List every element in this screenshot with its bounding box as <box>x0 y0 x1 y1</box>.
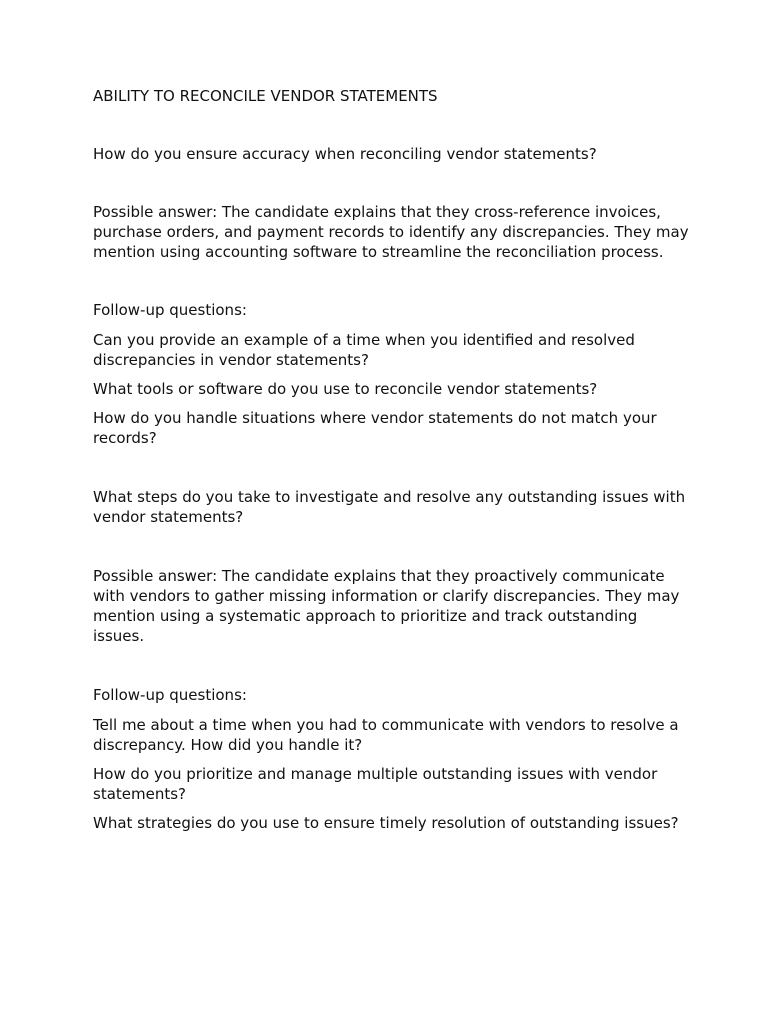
question-2: What steps do you take to investigate and resolve any outstanding issues with vendor statements? <box>93 488 686 526</box>
followup-question: How do you prioritize and manage multiple outstanding issues with vendor statements? <box>93 765 658 803</box>
followup-question: How do you handle situations where vendor statements do not match your records? <box>93 409 657 447</box>
followup-question: Tell me about a time when you had to communicate with vendors to resolve a discrepancy. How did you handle it? <box>93 716 679 754</box>
question-1: How do you ensure accuracy when reconciling vendor statements? <box>93 145 597 163</box>
followup-list-1 <box>93 330 693 448</box>
document-body <box>93 86 693 833</box>
followup-label-2: Follow-up questions: <box>93 686 247 704</box>
followup-question: Can you provide an example of a time when you identified and resolved discrepancies in vendor statements? <box>93 331 635 369</box>
possible-answer-1: Possible answer: The candidate explains that they cross-reference invoices, purchase orders, and payment records to identify any discrepancies. They may mention using accounting software to streamline the reconciliation process. <box>93 203 689 261</box>
document-title: ABILITY TO RECONCILE VENDOR STATEMENTS <box>93 87 438 105</box>
possible-answer-2: Possible answer: The candidate explains that they proactively communicate with vendors to gather missing information or clarify discrepancies. They may mention using a systematic approach to prioritize and track outstanding issues. <box>93 567 680 645</box>
followup-question: What tools or software do you use to reconcile vendor statements? <box>93 380 598 398</box>
followup-list-2 <box>93 715 693 833</box>
followup-label-1: Follow-up questions: <box>93 301 247 319</box>
followup-question: What strategies do you use to ensure timely resolution of outstanding issues? <box>93 814 679 832</box>
